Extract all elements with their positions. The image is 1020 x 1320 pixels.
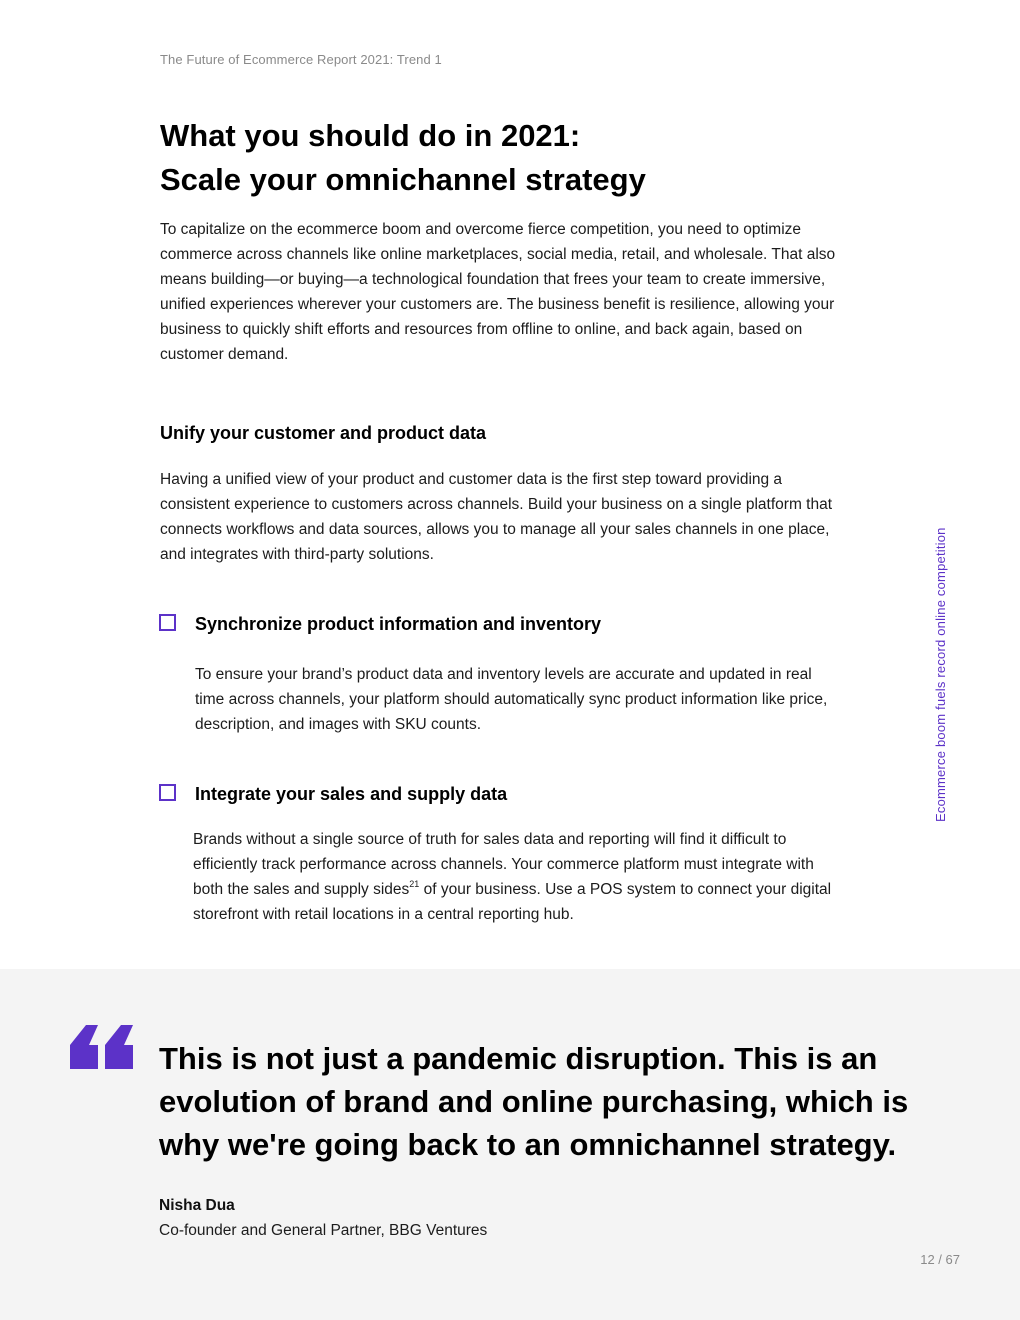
- running-header: The Future of Ecommerce Report 2021: Trend 1: [160, 52, 442, 67]
- checklist-item-body: To ensure your brand’s product data and inventory levels are accurate and updated in real time across channels, your platform should automatically sync product information like price, description, and images with SKU counts.: [195, 666, 828, 733]
- body-text: of your business. Use a POS system to connect your digital storefront with retail locations in a central reporting hub.: [193, 881, 832, 923]
- page-title-line-2: Scale your omnichannel strategy: [160, 162, 646, 197]
- pull-quote-text: This is not just a pandemic disruption. This is an evolution of brand and online purchasing, which is why we're going back to an omnichannel strategy.: [159, 1041, 909, 1162]
- body-text: Brands without a single source of truth for sales data and reporting will find it difficult to efficiently track performance across channels. Your commerce platform must integrate with both the sales and supply sides: [193, 831, 814, 898]
- quote-mark-icon: [70, 1025, 134, 1071]
- footnote-ref[interactable]: 21: [409, 878, 420, 889]
- page-title-line-1: What you should do in 2021:: [160, 118, 581, 153]
- checklist-item-title: Integrate your sales and supply data: [195, 784, 508, 804]
- intro-paragraph: To capitalize on the ecommerce boom and overcome fierce competition, you need to optimize commerce across channels like online marketplaces, social media, retail, and wholesale. That also means building—or buying—a technological foundation that frees your team to create immersive, unified experiences wherever your customers are. The business benefit is resilience, allowing your business to quickly shift efforts and resources from offline to online, and back again, based on customer demand.: [160, 221, 836, 363]
- checkbox-icon: [159, 784, 176, 801]
- page-number: 12 / 67: [920, 1252, 960, 1267]
- checklist-item-title: Synchronize product information and inventory: [195, 614, 602, 634]
- pull-quote-section: [0, 969, 1020, 1320]
- checklist-item-body: [193, 827, 848, 927]
- section-side-tab[interactable]: Ecommerce boom fuels record online competition: [933, 527, 948, 822]
- section-paragraph: Having a unified view of your product and customer data is the first step toward providing a consistent experience to customers across channels. Build your business on a single platform that connects workflows and data sources, allows you to manage all your sales channels in one place, and integrates with third-party solutions.: [160, 471, 833, 563]
- quote-author: Nisha Dua: [159, 1197, 235, 1214]
- section-heading: Unify your customer and product data: [160, 423, 487, 443]
- quote-author-role: Co-founder and General Partner, BBG Ventures: [159, 1222, 488, 1239]
- page-title: [160, 114, 860, 202]
- checkbox-icon: [159, 614, 176, 631]
